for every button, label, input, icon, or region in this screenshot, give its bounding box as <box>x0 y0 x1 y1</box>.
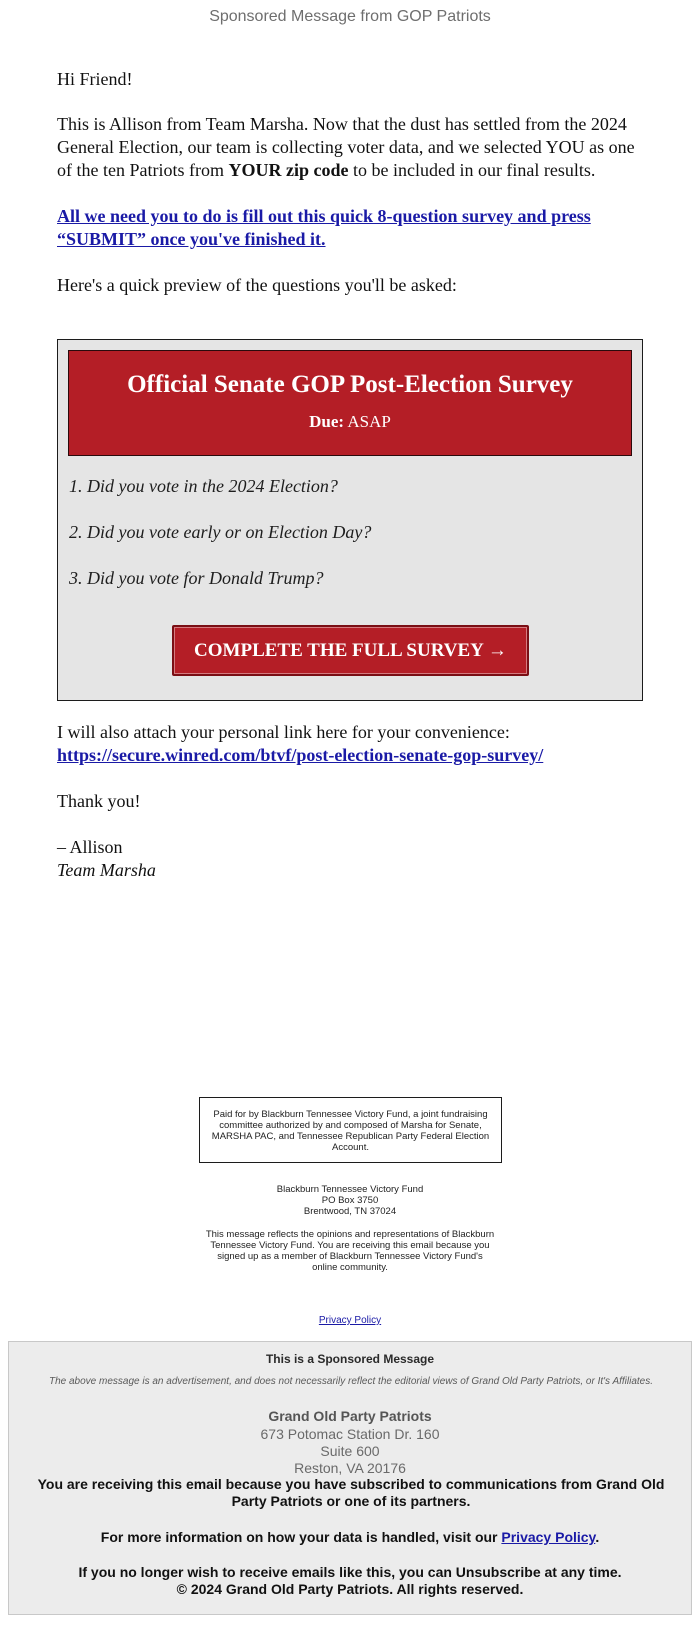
fund-address <box>0 1184 700 1217</box>
sponsored-footer-title: This is a Sponsored Message <box>265 1352 435 1366</box>
sponsored-footer <box>8 1341 692 1615</box>
attach-text: I will also attach your personal link here for your convenience: <box>57 722 510 742</box>
copyright: © 2024 Grand Old Party Patriots. All rights reserved. <box>176 1581 524 1597</box>
due-value: ASAP <box>347 412 391 431</box>
survey-header <box>68 350 632 456</box>
greeting: Hi Friend! <box>57 69 133 89</box>
fund-name: Blackburn Tennessee Victory Fund <box>276 1184 424 1195</box>
intro-text-1: This is Allison from Team Marsha. Now that the dust has settled from the 2024 General Election, our team is collecting voter data, and we selected YOU as one of the ten Patriots from <box>57 114 635 180</box>
unsubscribe-notice: If you no longer wish to receive emails like this, you can Unsubscribe at any time. <box>78 1564 622 1580</box>
receiving-notice: You are receiving this email because you have subscribed to communications from Grand Old Party Patriots or one of its partners. <box>37 1476 665 1509</box>
personal-link-paragraph <box>57 721 657 767</box>
signature-name: – Allison <box>57 837 123 857</box>
more-info-prefix: For more information on how your data is handled, visit our <box>100 1529 502 1545</box>
closing-section <box>57 721 657 905</box>
data-handling-notice <box>9 1529 691 1545</box>
survey-preview-box <box>57 339 643 701</box>
survey-title: Official Senate GOP Post-Election Survey <box>127 371 573 398</box>
email-body <box>57 68 647 320</box>
sponsor-privacy-link[interactable]: Privacy Policy <box>501 1529 596 1545</box>
preview-text: Here's a quick preview of the questions you'll be asked: <box>57 275 457 295</box>
survey-cta-link[interactable]: All we need you to do is fill out this quick 8-question survey and press “SUBMIT” once you've finished it. <box>57 206 591 249</box>
signature <box>57 836 657 882</box>
sponsor-org-name: Grand Old Party Patriots <box>268 1408 432 1424</box>
sponsor-address-line-1: 673 Potomac Station Dr. 160 <box>260 1426 440 1442</box>
survey-due <box>69 412 631 432</box>
paid-for-disclaimer: Paid for by Blackburn Tennessee Victory Fund, a joint fundraising committee authorized by and composed of Marsha for Senate, MARSHA PAC, and Tennessee Republican Party Federal Election Account. <box>199 1097 502 1163</box>
signature-team: Team Marsha <box>57 860 156 880</box>
sponsor-address-line-2: Suite 600 <box>320 1443 380 1459</box>
sponsored-disclaimer: The above message is an advertisement, and does not necessarily reflect the editorial views of Grand Old Party Patriots, or It's Affiliates. <box>48 1376 654 1387</box>
personal-survey-link[interactable]: https://secure.winred.com/btvf/post-election-senate-gop-survey/ <box>57 745 544 765</box>
intro-text-2: to be included in our final results. <box>348 160 596 180</box>
fund-po-box: PO Box 3750 <box>321 1195 379 1206</box>
complete-survey-button[interactable]: COMPLETE THE FULL SURVEY → <box>172 625 529 676</box>
fund-privacy-link[interactable]: Privacy Policy <box>318 1315 382 1326</box>
survey-question-2: 2. Did you vote early or on Election Day? <box>69 522 372 542</box>
more-info-suffix: . <box>595 1529 600 1545</box>
fund-city: Brentwood, TN 37024 <box>303 1206 397 1217</box>
survey-question-1: 1. Did you vote in the 2024 Election? <box>69 476 338 496</box>
intro-bold: YOUR zip code <box>228 160 349 180</box>
due-label: Due: <box>309 412 345 431</box>
thanks-text: Thank you! <box>57 791 141 811</box>
sponsor-header: Sponsored Message from GOP Patriots <box>209 8 491 25</box>
fund-note: This message reflects the opinions and representations of Blackburn Tennessee Victory Fund. You are receiving this email because you signed up as a member of Blackburn Tennessee Victory Fund's online community. <box>205 1229 495 1273</box>
sponsor-address-line-3: Reston, VA 20176 <box>294 1460 406 1476</box>
survey-question-3: 3. Did you vote for Donald Trump? <box>69 568 324 588</box>
intro-paragraph <box>57 113 647 182</box>
